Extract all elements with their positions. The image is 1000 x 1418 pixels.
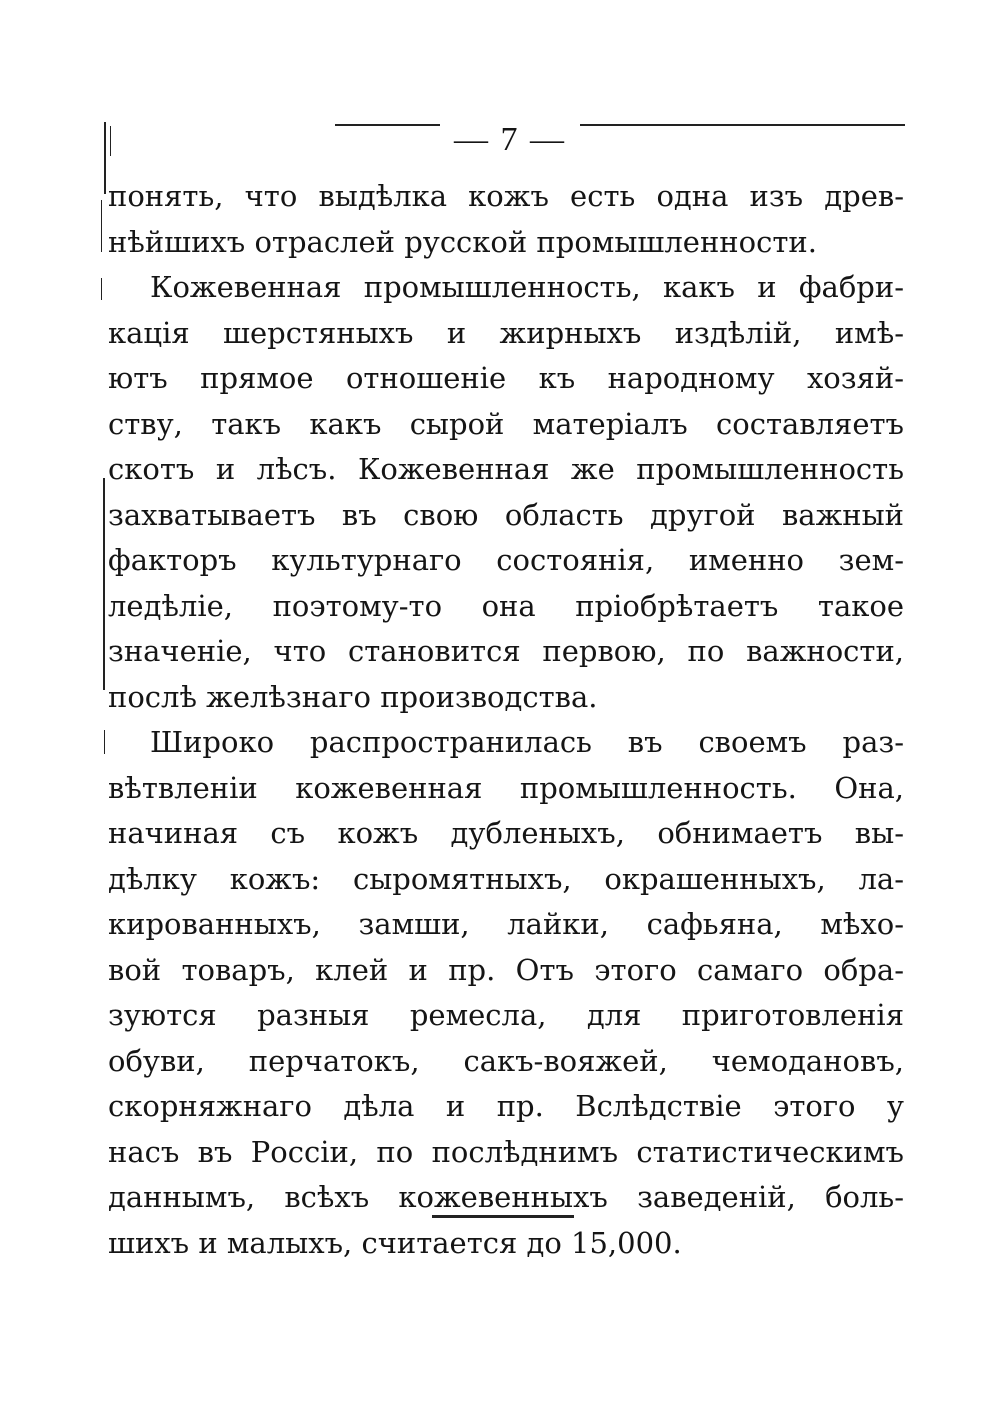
header-rule [335, 124, 905, 126]
text-line: вой товаръ, клей и пр. Отъ этого самаго обра- [108, 952, 904, 987]
text-line: факторъ культурнаго состоянія, именно зем- [108, 543, 904, 577]
end-rule [432, 1215, 574, 1218]
text-line: шихъ и малыхъ, считается до 15,000. [108, 1225, 682, 1260]
text-line: обуви, перчатокъ, сакъ-вояжей, чемодановъ, [108, 1043, 904, 1078]
text-line: Широко распространилась въ своемъ раз- [150, 725, 904, 759]
margin-mark [101, 278, 102, 300]
text-line: кированныхъ, замши, лайки, сафьяна, мѣхо- [108, 907, 904, 941]
text-line: кація шерстяныхъ и жирныхъ издѣлій, имѣ- [108, 315, 904, 350]
text-line: насъ въ Россіи, по послѣднимъ статистическимъ [108, 1134, 904, 1169]
text-line: послѣ желѣзнаго производства. [108, 679, 598, 714]
text-line: скотъ и лѣсъ. Кожевенная же промышленность [108, 452, 904, 486]
text-line: зуются разныя ремесла, для приготовленія [108, 998, 904, 1032]
margin-mark [103, 478, 105, 690]
paragraph [108, 720, 904, 1266]
paragraph [108, 265, 904, 720]
text-line: захватываетъ въ свою область другой важный [108, 497, 904, 532]
text-line: понять, что выдѣлка кожъ есть одна изъ древ- [108, 179, 904, 213]
margin-mark [104, 730, 105, 754]
margin-mark [104, 122, 106, 194]
text-line: дѣлку кожъ: сыромятныхъ, окрашенныхъ, ла- [108, 861, 904, 896]
text-line: ютъ прямое отношеніе къ народному хозяй- [108, 361, 904, 395]
text-line: ледѣліе, поэтому-то она пріобрѣтаетъ такое [108, 588, 904, 623]
text-line: вѣтвленіи кожевенная промышленность. Она, [108, 770, 904, 805]
text-line: начиная съ кожъ дубленыхъ, обнимаетъ вы- [108, 816, 904, 850]
text-line: даннымъ, всѣхъ кожевенныхъ заведеній, боль- [108, 1180, 904, 1214]
text-line: Кожевенная промышленность, какъ и фабри- [150, 270, 904, 304]
margin-mark [101, 200, 102, 252]
text-line: ству, такъ какъ сырой матеріалъ составляетъ [108, 406, 904, 441]
paragraph [108, 174, 904, 265]
page-number: — 7 — [440, 118, 580, 162]
body-text [108, 174, 904, 1266]
text-line: значеніе, что становится первою, по важности, [108, 634, 904, 668]
margin-mark [110, 126, 111, 156]
text-line: нѣйшихъ отраслей русской промышленности. [108, 224, 817, 259]
text-line: скорняжнаго дѣла и пр. Вслѣдствіе этого у [108, 1089, 904, 1123]
